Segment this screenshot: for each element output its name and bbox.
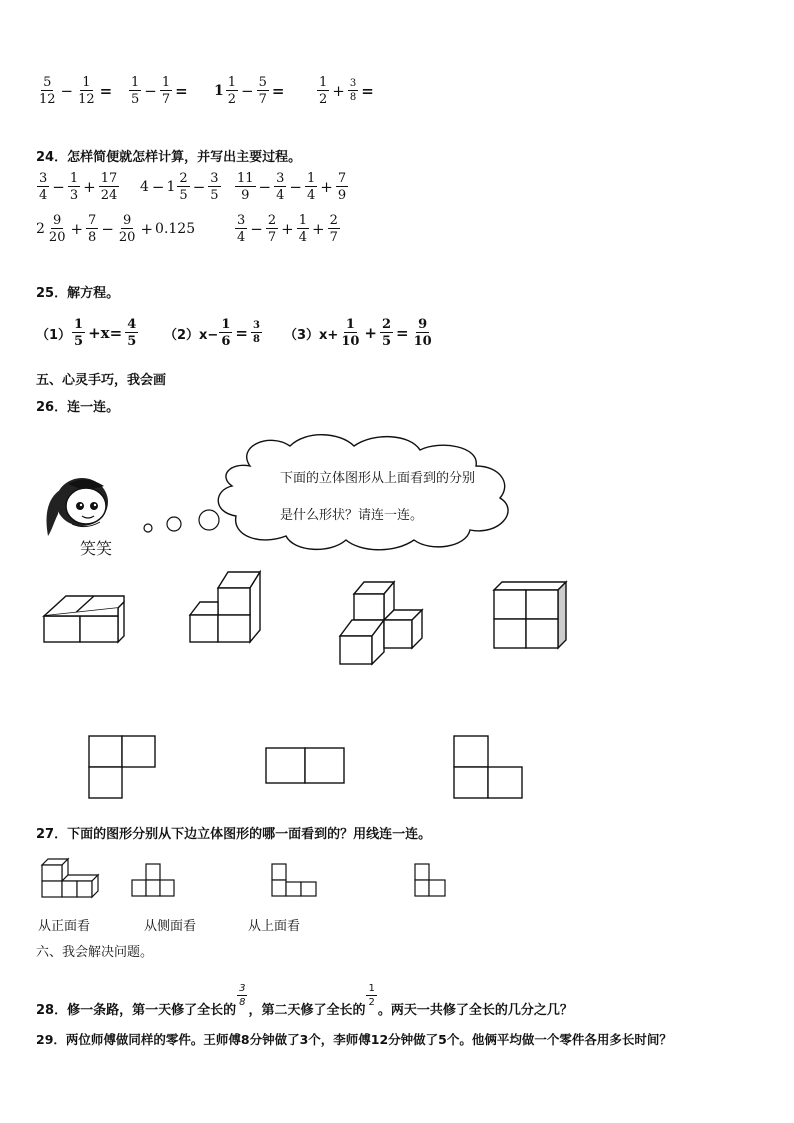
calc-row1-expr4: $\frac{1}{2}$ + $\frac{3}{8}$ =: [319, 75, 374, 107]
section-5-heading: 五、心灵手巧，我会画: [36, 373, 167, 388]
q24-expr-d: 2 $\frac{9}{20}$ + $\frac{7}{8}$ − $\frac{9}{20}$ + 0.125: [36, 213, 196, 245]
q27-view-c: [413, 862, 449, 900]
q27-view-b: [270, 862, 320, 898]
view-label-top: 从上面看: [248, 919, 301, 934]
q25-title: 25．解方程。: [36, 286, 120, 301]
calc-row1-expr1: $\frac{5}{12}$ − $\frac{1}{12}$ =: [39, 75, 113, 107]
q24-expr-e: $\frac{3}{4}$ − $\frac{2}{7}$ + $\frac{1}{4}$ + $\frac{2}{7}$: [237, 213, 338, 245]
solid-figure-1: [42, 588, 126, 648]
q25-equation-3: （3）x+ $\frac{1}{10}$ + $\frac{2}{5}$ = $\frac{9}{10}$: [284, 317, 432, 349]
solid-figure-2: [188, 570, 268, 646]
q24-expr-a: $\frac{3}{4}$ − $\frac{1}{3}$ + $\frac{17}{24}$: [39, 171, 118, 203]
q24-expr-c: $\frac{11}{9}$ − $\frac{3}{4}$ − $\frac{1}{4}$ + $\frac{7}{9}$: [237, 171, 347, 203]
fraction: $\frac{1}{12}$: [78, 75, 95, 107]
top-view-shape-1: [88, 735, 158, 801]
solid-figure-4: [492, 580, 572, 652]
q27-view-a: [130, 862, 178, 898]
q24-expr-b: 4 − 1 $\frac{2}{5}$ − $\frac{3}{5}$: [140, 171, 219, 203]
fraction: $\frac{5}{12}$: [39, 75, 56, 107]
q29-text: 29．两位师傅做同样的零件。王师傅8分钟做了3个，李师傅12分钟做了5个。他俩平均做一个零件各用多长时间？: [36, 1032, 672, 1047]
q25-equation-2: （2）x− $\frac{1}{6}$ = $\frac{3}{8}$: [164, 317, 260, 349]
q26-title: 26．连一连。: [36, 400, 120, 415]
fraction: $\frac{1}{7}$: [161, 75, 171, 107]
thought-bubble: [140, 436, 560, 556]
bubble-text-line-2: 是什么形状？请连一连。: [280, 508, 424, 523]
fraction: $\frac{3}{8}$: [349, 78, 357, 103]
solid-figure-3: [338, 578, 428, 668]
q25-equation-1: （1） $\frac{1}{5}$ +x= $\frac{4}{5}$: [36, 317, 137, 349]
fraction: $\frac{1}{5}$: [131, 75, 140, 107]
view-label-side: 从侧面看: [144, 919, 197, 934]
bubble-text-line-1: 下面的立体图形从上面看到的分别: [280, 471, 476, 486]
q28-text: 28．修一条路，第一天修了全长的 $\frac{3}{8}$ ，第二天修了全长的 $\frac{1}{2}$ 。两天一共修了全长的几分之几？: [36, 983, 573, 1018]
view-label-front: 从正面看: [38, 919, 91, 934]
section-6-heading: 六、我会解决问题。: [36, 945, 154, 960]
q27-title: 27．下面的图形分别从下边立体图形的哪一面看到的？用线连一连。: [36, 827, 432, 842]
top-view-shape-3: [453, 735, 525, 801]
q24-title: 24．怎样简便就怎样计算，并写出主要过程。: [36, 150, 302, 165]
calc-row1-expr2: $\frac{1}{5}$ − $\frac{1}{7}$ =: [131, 75, 188, 107]
fraction: $\frac{1}{2}$: [319, 75, 328, 107]
girl-name-label: 笑笑: [80, 539, 113, 558]
fraction: $\frac{5}{7}$: [258, 75, 267, 107]
top-view-shape-2: [265, 747, 347, 785]
fraction: $\frac{1}{2}$: [227, 75, 237, 107]
calc-row1-expr3: 1 $\frac{1}{2}$ − $\frac{5}{7}$ =: [214, 75, 285, 107]
q27-solid: [40, 857, 100, 899]
